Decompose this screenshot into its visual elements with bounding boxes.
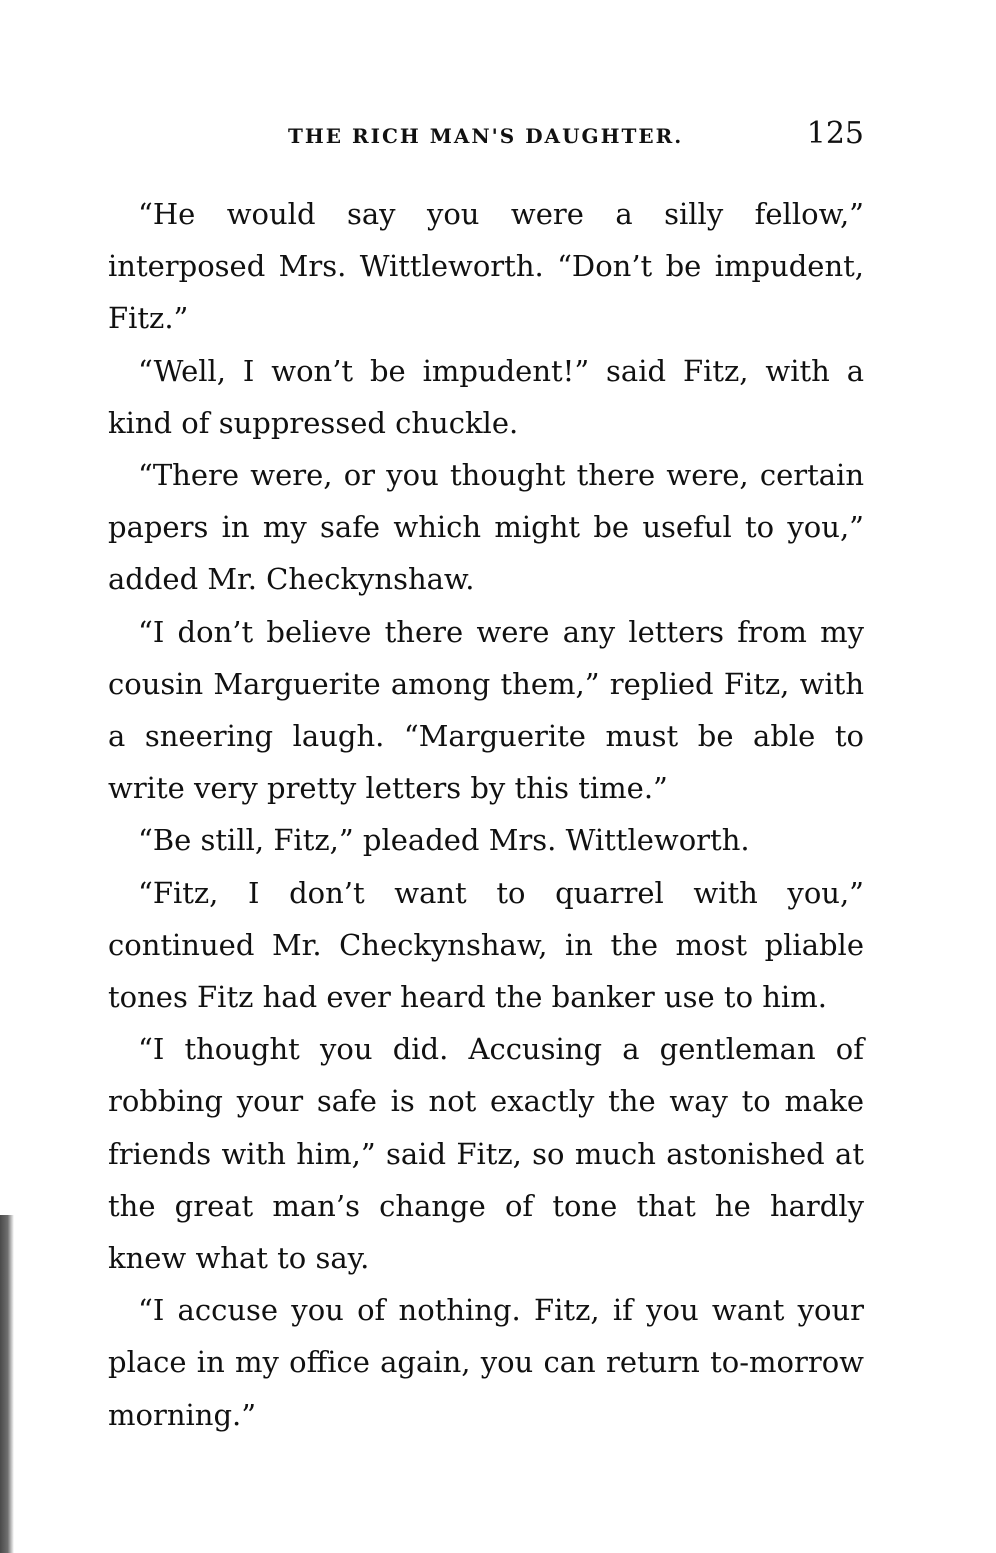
paragraph: “I don’t believe there were any letters from my cousin Marguerite among them,” replied Fitz, with a sneering laugh. “Marguerite must be able to write very pretty letters by this time.” (108, 614, 864, 806)
paragraph: “I accuse you of nothing. Fitz, if you want your place in my office again, you can return to-morrow morning.” (108, 1293, 864, 1432)
page-number: 125 (806, 116, 864, 151)
page-edge-shadow (0, 1215, 14, 1553)
paragraph: “I thought you did. Accusing a gentleman of robbing your safe is not exactly the way to make friends with him,” said Fitz, so much astonished at the great man’s change of tone that he hardly knew what to say. (108, 1032, 864, 1276)
running-head (108, 116, 864, 156)
paragraph: “Be still, Fitz,” pleaded Mrs. Wittleworth. (138, 823, 750, 858)
running-title: THE RICH MAN'S DAUGHTER. (288, 124, 684, 148)
paragraph: “Well, I won’t be impudent!” said Fitz, with a kind of suppressed chuckle. (108, 353, 864, 440)
paragraph: “There were, or you thought there were, certain papers in my safe which might be useful to you,” added Mr. Checkynshaw. (108, 458, 864, 597)
paragraph: “Fitz, I don’t want to quarrel with you,” continued Mr. Checkynshaw, in the most pliable tones Fitz had ever heard the banker use to him. (108, 875, 864, 1015)
body-text (108, 188, 864, 1441)
paragraph: “He would say you were a silly fellow,” interposed Mrs. Wittleworth. “Don’t be impudent, Fitz.” (108, 197, 864, 336)
